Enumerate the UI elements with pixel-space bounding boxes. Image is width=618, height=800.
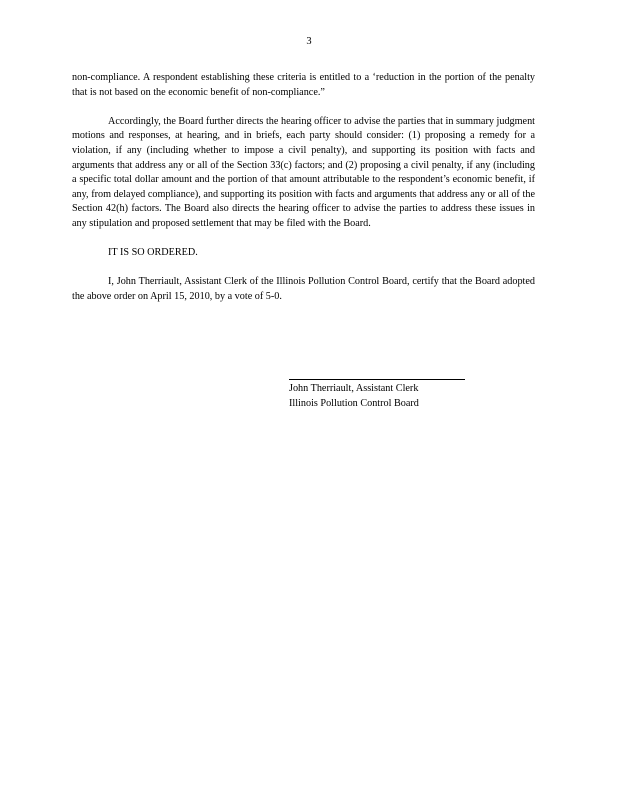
order-body xyxy=(72,71,535,319)
paragraph-so-ordered: IT IS SO ORDERED. xyxy=(108,247,198,259)
signature-name-title: John Therriault, Assistant Clerk xyxy=(289,383,419,394)
signature-line xyxy=(289,379,465,380)
page-number: 3 xyxy=(306,36,312,47)
paragraph-board-directions: Accordingly, the Board further directs the hearing officer to advise the parties that in summary judgment motions and responses, at hearing, and in briefs, each party should consider: (1) proposing a remedy for a violation, if any (including whether to impose a civil penalty), and supporting its position with facts and arguments that address any or all of the Section 33(c) factors; and (2) proposing a civil penalty, if any (including a specific total dollar amount and the portion of that amount attributable to the respondent’s economic benefit, if any, from delayed compliance), and supporting its position with facts and arguments that address any or all of the Section 42(h) factors. The Board also directs the hearing officer to advise the parties to address these issues in any stipulation and proposed settlement that may be filed with the Board. xyxy=(72,115,535,229)
signature-organization: Illinois Pollution Control Board xyxy=(289,397,419,409)
paragraph-certification: I, John Therriault, Assistant Clerk of the Illinois Pollution Control Board, certify that the Board adopted the above order on April 15, 2010, by a vote of 5-0. xyxy=(72,276,535,302)
signature-block xyxy=(289,379,465,411)
paragraph-penalty-reduction: non-compliance. A respondent establishing these criteria is entitled to a ‘reduction in the portion of the penalty that is not based on the economic benefit of non-compliance.” xyxy=(72,72,535,98)
